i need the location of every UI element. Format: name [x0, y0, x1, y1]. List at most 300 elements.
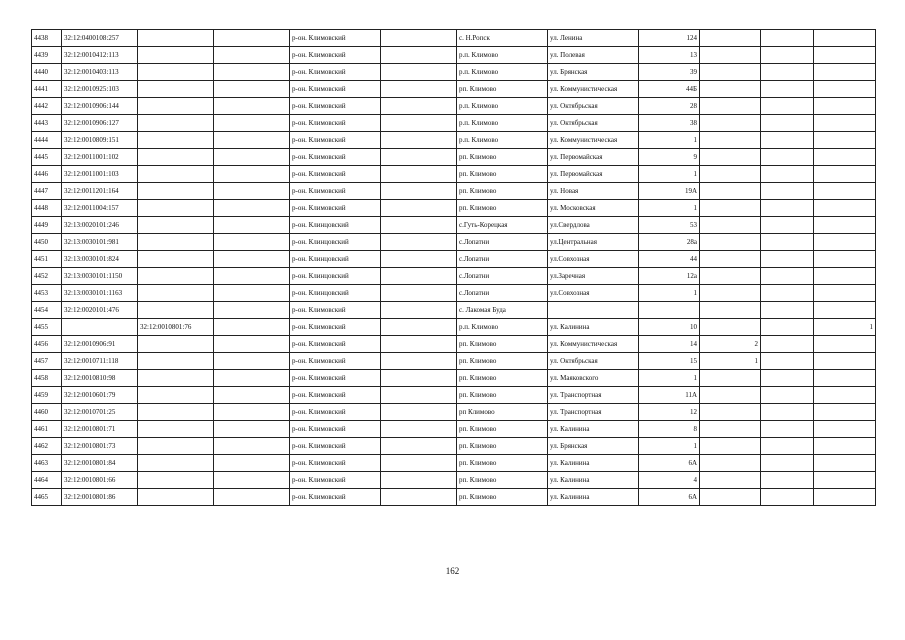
street-cell: ул. Октябрьская: [548, 115, 639, 132]
district-cell: р-он. Климовский: [290, 489, 381, 506]
settlement-cell: р.п. Климово: [457, 115, 548, 132]
extra-value-cell: [700, 47, 761, 64]
extra-value-cell: [761, 472, 814, 489]
street-cell: ул. Маяковского: [548, 370, 639, 387]
house-number-cell: 39: [639, 64, 700, 81]
extra-value-cell: [700, 489, 761, 506]
street-cell: ул.Совхозная: [548, 251, 639, 268]
district-cell: р-он. Климовский: [290, 30, 381, 47]
cadastral-number-cell: 32:12:0010403:113: [62, 64, 138, 81]
district-cell: р-он. Климовский: [290, 64, 381, 81]
extra-value-cell: [700, 183, 761, 200]
street-cell: ул. Первомайская: [548, 166, 639, 183]
table-row: [32, 64, 876, 81]
settlement-cell: р.п. Климово: [457, 132, 548, 149]
blank-cell: [214, 472, 290, 489]
settlement-cell: р.п. Климово: [457, 319, 548, 336]
alt-cadastral-number-cell: [138, 47, 214, 64]
extra-value-cell: [814, 132, 876, 149]
blank-cell: [214, 115, 290, 132]
record-number-cell: 4446: [32, 166, 62, 183]
street-cell: ул. Брянская: [548, 438, 639, 455]
alt-cadastral-number-cell: [138, 98, 214, 115]
table-row: [32, 404, 876, 421]
blank-cell: [214, 200, 290, 217]
house-number-cell: 38: [639, 115, 700, 132]
settlement-cell: рп. Климово: [457, 438, 548, 455]
district-cell: р-он. Климовский: [290, 387, 381, 404]
table-row: [32, 387, 876, 404]
alt-cadastral-number-cell: [138, 234, 214, 251]
table-row: [32, 421, 876, 438]
alt-cadastral-number-cell: [138, 115, 214, 132]
settlement-cell: с.Лопатни: [457, 285, 548, 302]
blank-cell: [381, 387, 457, 404]
record-number-cell: 4462: [32, 438, 62, 455]
house-number-cell: 44Б: [639, 81, 700, 98]
record-number-cell: 4454: [32, 302, 62, 319]
blank-cell: [381, 64, 457, 81]
record-number-cell: 4465: [32, 489, 62, 506]
extra-value-cell: [700, 217, 761, 234]
cadastral-number-cell: 32:12:0011004:157: [62, 200, 138, 217]
table-row: [32, 285, 876, 302]
record-number-cell: 4448: [32, 200, 62, 217]
alt-cadastral-number-cell: [138, 421, 214, 438]
district-cell: р-он. Климовский: [290, 336, 381, 353]
cadastral-number-cell: 32:12:0010906:127: [62, 115, 138, 132]
district-cell: р-он. Климовский: [290, 319, 381, 336]
alt-cadastral-number-cell: [138, 132, 214, 149]
alt-cadastral-number-cell: [138, 387, 214, 404]
record-number-cell: 4464: [32, 472, 62, 489]
extra-value-cell: [761, 387, 814, 404]
blank-cell: [214, 370, 290, 387]
district-cell: р-он. Климовский: [290, 200, 381, 217]
cadastral-number-cell: 32:12:0011001:103: [62, 166, 138, 183]
cadastral-number-cell: 32:12:0010801:84: [62, 455, 138, 472]
settlement-cell: рп. Климово: [457, 183, 548, 200]
record-number-cell: 4458: [32, 370, 62, 387]
extra-value-cell: [700, 149, 761, 166]
house-number-cell: 53: [639, 217, 700, 234]
settlement-cell: рп Климово: [457, 404, 548, 421]
blank-cell: [214, 455, 290, 472]
street-cell: ул. Калинина: [548, 319, 639, 336]
table-row: [32, 489, 876, 506]
extra-value-cell: [761, 302, 814, 319]
register-body: [32, 30, 876, 506]
settlement-cell: рп. Климово: [457, 166, 548, 183]
blank-cell: [381, 115, 457, 132]
blank-cell: [214, 404, 290, 421]
house-number-cell: 1: [639, 200, 700, 217]
alt-cadastral-number-cell: [138, 438, 214, 455]
cadastral-number-cell: [62, 319, 138, 336]
blank-cell: [214, 285, 290, 302]
street-cell: ул. Октябрьская: [548, 98, 639, 115]
table-row: [32, 132, 876, 149]
extra-value-cell: [761, 132, 814, 149]
extra-value-cell: [814, 353, 876, 370]
cadastral-number-cell: 32:12:0010906:144: [62, 98, 138, 115]
alt-cadastral-number-cell: [138, 149, 214, 166]
extra-value-cell: [814, 370, 876, 387]
cadastral-number-cell: 32:12:0400108:257: [62, 30, 138, 47]
house-number-cell: 6А: [639, 455, 700, 472]
extra-value-cell: [761, 421, 814, 438]
cadastral-number-cell: 32:12:0010801:86: [62, 489, 138, 506]
blank-cell: [381, 370, 457, 387]
extra-value-cell: [761, 353, 814, 370]
record-number-cell: 4459: [32, 387, 62, 404]
blank-cell: [214, 251, 290, 268]
blank-cell: [381, 30, 457, 47]
extra-value-cell: [700, 81, 761, 98]
alt-cadastral-number-cell: [138, 472, 214, 489]
extra-value-cell: [700, 30, 761, 47]
table-row: [32, 251, 876, 268]
record-number-cell: 4441: [32, 81, 62, 98]
extra-value-cell: [814, 200, 876, 217]
district-cell: р-он. Климовский: [290, 421, 381, 438]
district-cell: р-он. Клинцовский: [290, 251, 381, 268]
table-row: [32, 268, 876, 285]
blank-cell: [214, 64, 290, 81]
extra-value-cell: [761, 166, 814, 183]
blank-cell: [214, 47, 290, 64]
house-number-cell: 9: [639, 149, 700, 166]
extra-value-cell: [814, 489, 876, 506]
extra-value-cell: [814, 302, 876, 319]
cadastral-number-cell: 32:12:0010711:118: [62, 353, 138, 370]
blank-cell: [381, 166, 457, 183]
street-cell: ул. Первомайская: [548, 149, 639, 166]
extra-value-cell: 1: [700, 353, 761, 370]
extra-value-cell: [814, 166, 876, 183]
blank-cell: [381, 81, 457, 98]
settlement-cell: с. Лакомая Буда: [457, 302, 548, 319]
settlement-cell: р.п. Климово: [457, 98, 548, 115]
alt-cadastral-number-cell: [138, 404, 214, 421]
extra-value-cell: [814, 234, 876, 251]
extra-value-cell: [814, 47, 876, 64]
street-cell: ул. Октябрьская: [548, 353, 639, 370]
extra-value-cell: [700, 370, 761, 387]
house-number-cell: 14: [639, 336, 700, 353]
cadastral-number-cell: 32:13:0020101:246: [62, 217, 138, 234]
house-number-cell: 10: [639, 319, 700, 336]
blank-cell: [381, 234, 457, 251]
settlement-cell: с.Лопатни: [457, 251, 548, 268]
house-number-cell: 1: [639, 166, 700, 183]
blank-cell: [214, 319, 290, 336]
table-row: [32, 115, 876, 132]
blank-cell: [381, 285, 457, 302]
record-number-cell: 4438: [32, 30, 62, 47]
district-cell: р-он. Клинцовский: [290, 285, 381, 302]
extra-value-cell: [700, 268, 761, 285]
extra-value-cell: [761, 285, 814, 302]
extra-value-cell: [761, 336, 814, 353]
blank-cell: [214, 268, 290, 285]
table-row: [32, 30, 876, 47]
page-number: 162: [445, 566, 460, 576]
table-row: [32, 455, 876, 472]
table-row: [32, 183, 876, 200]
table-row: [32, 47, 876, 64]
house-number-cell: 1: [639, 132, 700, 149]
settlement-cell: р.п. Климово: [457, 47, 548, 64]
extra-value-cell: [814, 336, 876, 353]
blank-cell: [381, 336, 457, 353]
blank-cell: [214, 30, 290, 47]
house-number-cell: 124: [639, 30, 700, 47]
district-cell: р-он. Климовский: [290, 370, 381, 387]
cadastral-number-cell: 32:12:0010601:79: [62, 387, 138, 404]
cadastral-number-cell: 32:12:0010801:66: [62, 472, 138, 489]
settlement-cell: рп. Климово: [457, 336, 548, 353]
district-cell: р-он. Климовский: [290, 98, 381, 115]
district-cell: р-он. Клинцовский: [290, 217, 381, 234]
blank-cell: [381, 455, 457, 472]
house-number-cell: 28а: [639, 234, 700, 251]
street-cell: ул. Калинина: [548, 421, 639, 438]
blank-cell: [214, 353, 290, 370]
cadastral-number-cell: 32:12:0011001:102: [62, 149, 138, 166]
house-number-cell: 8: [639, 421, 700, 438]
extra-value-cell: [700, 285, 761, 302]
blank-cell: [214, 183, 290, 200]
district-cell: р-он. Климовский: [290, 115, 381, 132]
alt-cadastral-number-cell: [138, 336, 214, 353]
table-row: [32, 353, 876, 370]
record-number-cell: 4442: [32, 98, 62, 115]
record-number-cell: 4449: [32, 217, 62, 234]
street-cell: ул.Центральная: [548, 234, 639, 251]
property-register-table: [31, 29, 876, 506]
alt-cadastral-number-cell: [138, 30, 214, 47]
street-cell: ул. Коммунистическая: [548, 132, 639, 149]
cadastral-number-cell: 32:12:0010810:98: [62, 370, 138, 387]
alt-cadastral-number-cell: [138, 251, 214, 268]
extra-value-cell: [814, 115, 876, 132]
record-number-cell: 4456: [32, 336, 62, 353]
extra-value-cell: [814, 472, 876, 489]
settlement-cell: р.п. Климово: [457, 64, 548, 81]
extra-value-cell: [814, 285, 876, 302]
alt-cadastral-number-cell: [138, 489, 214, 506]
record-number-cell: 4460: [32, 404, 62, 421]
blank-cell: [214, 489, 290, 506]
settlement-cell: рп. Климово: [457, 472, 548, 489]
district-cell: р-он. Клинцовский: [290, 234, 381, 251]
house-number-cell: 1: [639, 285, 700, 302]
cadastral-number-cell: 32:13:0030101:824: [62, 251, 138, 268]
settlement-cell: с.Лопатни: [457, 268, 548, 285]
extra-value-cell: 1: [814, 319, 876, 336]
blank-cell: [214, 302, 290, 319]
blank-cell: [214, 387, 290, 404]
extra-value-cell: [761, 234, 814, 251]
extra-value-cell: [814, 30, 876, 47]
alt-cadastral-number-cell: [138, 285, 214, 302]
extra-value-cell: [761, 217, 814, 234]
table-row: [32, 98, 876, 115]
house-number-cell: 15: [639, 353, 700, 370]
extra-value-cell: [700, 98, 761, 115]
street-cell: ул. Транспортная: [548, 387, 639, 404]
settlement-cell: рп. Климово: [457, 387, 548, 404]
alt-cadastral-number-cell: [138, 200, 214, 217]
record-number-cell: 4463: [32, 455, 62, 472]
blank-cell: [381, 353, 457, 370]
table-row: [32, 81, 876, 98]
settlement-cell: с.Гуть-Корецкая: [457, 217, 548, 234]
extra-value-cell: [814, 421, 876, 438]
record-number-cell: 4457: [32, 353, 62, 370]
house-number-cell: 19А: [639, 183, 700, 200]
cadastral-number-cell: 32:12:0010809:151: [62, 132, 138, 149]
extra-value-cell: [700, 234, 761, 251]
settlement-cell: рп. Климово: [457, 353, 548, 370]
street-cell: ул.Совхозная: [548, 285, 639, 302]
settlement-cell: рп. Климово: [457, 149, 548, 166]
settlement-cell: рп. Климово: [457, 81, 548, 98]
record-number-cell: 4440: [32, 64, 62, 81]
blank-cell: [381, 217, 457, 234]
extra-value-cell: [700, 319, 761, 336]
house-number-cell: 13: [639, 47, 700, 64]
record-number-cell: 4461: [32, 421, 62, 438]
blank-cell: [381, 251, 457, 268]
extra-value-cell: [700, 455, 761, 472]
extra-value-cell: [814, 404, 876, 421]
extra-value-cell: [814, 64, 876, 81]
extra-value-cell: [700, 438, 761, 455]
blank-cell: [381, 489, 457, 506]
settlement-cell: с. Н.Ропск: [457, 30, 548, 47]
extra-value-cell: 2: [700, 336, 761, 353]
extra-value-cell: [814, 251, 876, 268]
house-number-cell: 44: [639, 251, 700, 268]
table-row: [32, 319, 876, 336]
district-cell: р-он. Климовский: [290, 47, 381, 64]
extra-value-cell: [814, 438, 876, 455]
blank-cell: [214, 149, 290, 166]
house-number-cell: 28: [639, 98, 700, 115]
settlement-cell: рп. Климово: [457, 370, 548, 387]
street-cell: ул.Свердлова: [548, 217, 639, 234]
record-number-cell: 4443: [32, 115, 62, 132]
street-cell: ул. Ленина: [548, 30, 639, 47]
alt-cadastral-number-cell: [138, 183, 214, 200]
blank-cell: [214, 217, 290, 234]
blank-cell: [381, 302, 457, 319]
blank-cell: [381, 200, 457, 217]
alt-cadastral-number-cell: [138, 217, 214, 234]
extra-value-cell: [700, 200, 761, 217]
house-number-cell: 1: [639, 370, 700, 387]
blank-cell: [381, 183, 457, 200]
house-number-cell: 1: [639, 438, 700, 455]
extra-value-cell: [700, 64, 761, 81]
alt-cadastral-number-cell: [138, 370, 214, 387]
blank-cell: [381, 438, 457, 455]
extra-value-cell: [761, 81, 814, 98]
extra-value-cell: [700, 115, 761, 132]
record-number-cell: 4450: [32, 234, 62, 251]
alt-cadastral-number-cell: [138, 81, 214, 98]
extra-value-cell: [814, 149, 876, 166]
blank-cell: [381, 472, 457, 489]
cadastral-number-cell: 32:12:0011201:164: [62, 183, 138, 200]
street-cell: ул. Новая: [548, 183, 639, 200]
table-row: [32, 438, 876, 455]
table-row: [32, 149, 876, 166]
table-row: [32, 472, 876, 489]
extra-value-cell: [814, 183, 876, 200]
extra-value-cell: [761, 115, 814, 132]
district-cell: р-он. Климовский: [290, 472, 381, 489]
alt-cadastral-number-cell: [138, 302, 214, 319]
extra-value-cell: [761, 200, 814, 217]
table-row: [32, 302, 876, 319]
extra-value-cell: [814, 387, 876, 404]
district-cell: р-он. Климовский: [290, 404, 381, 421]
cadastral-number-cell: 32:12:0020101:476: [62, 302, 138, 319]
table-row: [32, 234, 876, 251]
alt-cadastral-number-cell: [138, 268, 214, 285]
district-cell: р-он. Клинцовский: [290, 268, 381, 285]
cadastral-number-cell: 32:13:0030101:981: [62, 234, 138, 251]
alt-cadastral-number-cell: [138, 166, 214, 183]
record-number-cell: 4453: [32, 285, 62, 302]
alt-cadastral-number-cell: [138, 353, 214, 370]
record-number-cell: 4447: [32, 183, 62, 200]
cadastral-number-cell: 32:12:0010412:113: [62, 47, 138, 64]
blank-cell: [214, 438, 290, 455]
settlement-cell: рп. Климово: [457, 489, 548, 506]
street-cell: ул. Транспортная: [548, 404, 639, 421]
street-cell: ул. Коммунистическая: [548, 336, 639, 353]
cadastral-number-cell: 32:13:0030101:1150: [62, 268, 138, 285]
extra-value-cell: [700, 421, 761, 438]
table-row: [32, 370, 876, 387]
blank-cell: [381, 404, 457, 421]
extra-value-cell: [700, 166, 761, 183]
cadastral-number-cell: 32:12:0010801:73: [62, 438, 138, 455]
record-number-cell: 4444: [32, 132, 62, 149]
extra-value-cell: [814, 268, 876, 285]
street-cell: ул. Московская: [548, 200, 639, 217]
extra-value-cell: [700, 404, 761, 421]
extra-value-cell: [761, 30, 814, 47]
district-cell: р-он. Климовский: [290, 183, 381, 200]
extra-value-cell: [761, 404, 814, 421]
street-cell: ул. Коммунистическая: [548, 81, 639, 98]
table-row: [32, 200, 876, 217]
extra-value-cell: [700, 387, 761, 404]
district-cell: р-он. Климовский: [290, 81, 381, 98]
extra-value-cell: [814, 81, 876, 98]
settlement-cell: рп. Климово: [457, 200, 548, 217]
extra-value-cell: [761, 98, 814, 115]
extra-value-cell: [761, 251, 814, 268]
blank-cell: [214, 421, 290, 438]
blank-cell: [214, 98, 290, 115]
extra-value-cell: [761, 455, 814, 472]
